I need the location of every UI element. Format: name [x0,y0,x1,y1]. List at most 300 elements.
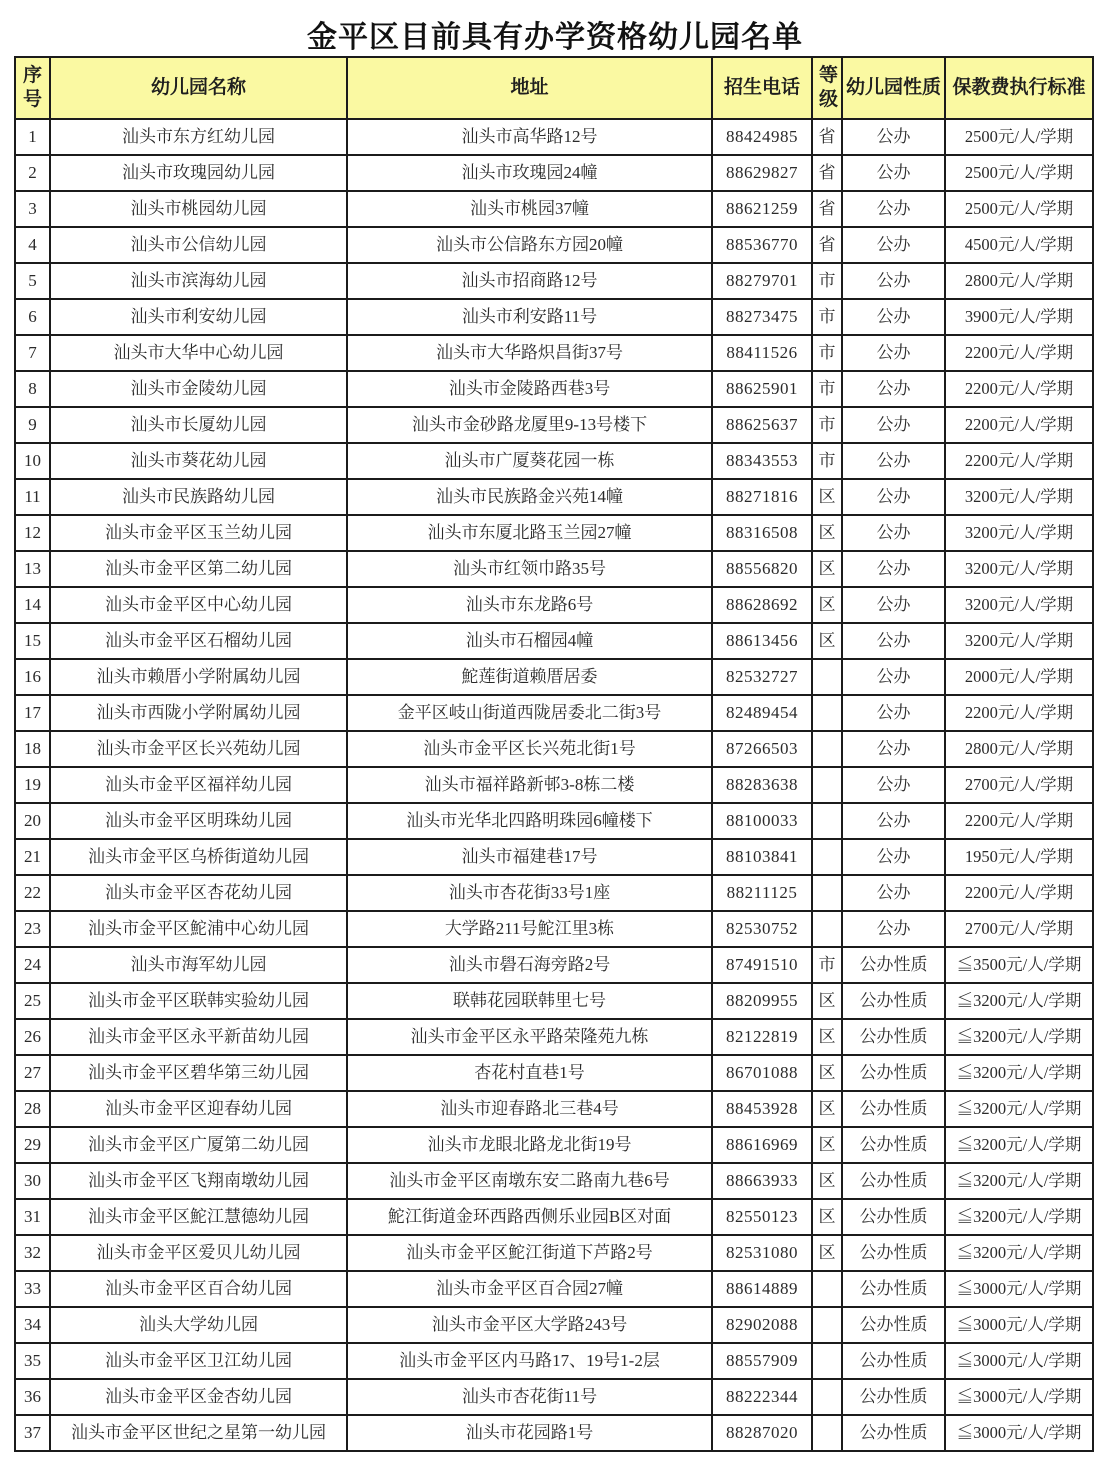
address-cell: 鮀莲街道赖厝居委 [347,659,712,695]
kindergarten-name-cell: 汕头市金平区碧华第三幼儿园 [50,1055,347,1091]
table-row [15,335,1093,371]
fee-standard-cell: ≦3000元/人/学期 [945,1415,1093,1451]
kindergarten-name-cell: 汕头市赖厝小学附属幼儿园 [50,659,347,695]
fee-standard-cell: ≦3000元/人/学期 [945,1307,1093,1343]
nature-cell: 公办性质 [842,983,945,1019]
kindergarten-name-cell: 汕头市公信幼儿园 [50,227,347,263]
kindergarten-name-cell: 汕头市金平区乌桥街道幼儿园 [50,839,347,875]
kindergarten-name-cell: 汕头市金平区第二幼儿园 [50,551,347,587]
phone-cell: 88411526 [712,335,812,371]
fee-standard-cell: ≦3500元/人/学期 [945,947,1093,983]
phone-cell: 88343553 [712,443,812,479]
nature-cell: 公办 [842,623,945,659]
nature-cell: 公办性质 [842,1343,945,1379]
address-cell: 金平区岐山街道西陇居委北二街3号 [347,695,712,731]
grade-cell [812,1415,842,1451]
grade-cell [812,1379,842,1415]
phone-cell: 88625901 [712,371,812,407]
nature-cell: 公办 [842,299,945,335]
table-row [15,371,1093,407]
phone-cell: 88613456 [712,623,812,659]
fee-standard-cell: 3200元/人/学期 [945,623,1093,659]
row-number-cell: 11 [15,479,50,515]
phone-cell: 88316508 [712,515,812,551]
col-header-nature: 幼儿园性质 [842,57,945,119]
table-row [15,1091,1093,1127]
grade-cell [812,803,842,839]
fee-standard-cell: 2800元/人/学期 [945,731,1093,767]
table-row [15,119,1093,155]
row-number-cell: 7 [15,335,50,371]
phone-cell: 88616969 [712,1127,812,1163]
nature-cell: 公办 [842,767,945,803]
address-cell: 汕头市大华路炽昌街37号 [347,335,712,371]
fee-standard-cell: 2800元/人/学期 [945,263,1093,299]
phone-cell: 88536770 [712,227,812,263]
nature-cell: 公办性质 [842,1199,945,1235]
nature-cell: 公办 [842,839,945,875]
address-cell: 汕头市金平区内马路17、19号1-2层 [347,1343,712,1379]
phone-cell: 88629827 [712,155,812,191]
phone-cell: 82122819 [712,1019,812,1055]
kindergarten-name-cell: 汕头市大华中心幼儿园 [50,335,347,371]
grade-cell [812,767,842,803]
grade-cell [812,731,842,767]
grade-cell: 区 [812,551,842,587]
grade-cell: 区 [812,1199,842,1235]
phone-cell: 87266503 [712,731,812,767]
fee-standard-cell: ≦3200元/人/学期 [945,1091,1093,1127]
kindergarten-name-cell: 汕头市金平区明珠幼儿园 [50,803,347,839]
address-cell: 汕头市红领巾路35号 [347,551,712,587]
grade-cell: 区 [812,1055,842,1091]
grade-cell: 市 [812,299,842,335]
fee-standard-cell: 3200元/人/学期 [945,479,1093,515]
table-row [15,803,1093,839]
row-number-cell: 35 [15,1343,50,1379]
grade-cell [812,911,842,947]
address-cell: 汕头市金平区百合园27幢 [347,1271,712,1307]
col-header-phone: 招生电话 [712,57,812,119]
phone-cell: 88222344 [712,1379,812,1415]
kindergarten-name-cell: 汕头市金平区迎春幼儿园 [50,1091,347,1127]
col-header-fee: 保教费执行标准 [945,57,1093,119]
nature-cell: 公办 [842,263,945,299]
fee-standard-cell: ≦3200元/人/学期 [945,1127,1093,1163]
kindergarten-name-cell: 汕头市滨海幼儿园 [50,263,347,299]
phone-cell: 82489454 [712,695,812,731]
table-row [15,1163,1093,1199]
phone-cell: 82531080 [712,1235,812,1271]
kindergarten-name-cell: 汕头市金平区广厦第二幼儿园 [50,1127,347,1163]
nature-cell: 公办 [842,911,945,947]
grade-cell: 省 [812,191,842,227]
phone-cell: 88424985 [712,119,812,155]
address-cell: 汕头市礐石海旁路2号 [347,947,712,983]
grade-cell: 省 [812,155,842,191]
row-number-cell: 21 [15,839,50,875]
phone-cell: 88211125 [712,875,812,911]
fee-standard-cell: 2200元/人/学期 [945,371,1093,407]
table-row [15,839,1093,875]
address-cell: 汕头市金平区鮀江街道下芦路2号 [347,1235,712,1271]
address-cell: 汕头市龙眼北路龙北街19号 [347,1127,712,1163]
row-number-cell: 4 [15,227,50,263]
fee-standard-cell: 2500元/人/学期 [945,191,1093,227]
phone-cell: 88621259 [712,191,812,227]
fee-standard-cell: 2700元/人/学期 [945,911,1093,947]
fee-standard-cell: 3900元/人/学期 [945,299,1093,335]
address-cell: 汕头市杏花街33号1座 [347,875,712,911]
nature-cell: 公办 [842,551,945,587]
address-cell: 汕头市金平区永平路荣隆苑九栋 [347,1019,712,1055]
row-number-cell: 36 [15,1379,50,1415]
fee-standard-cell: 2200元/人/学期 [945,875,1093,911]
address-cell: 汕头市花园路1号 [347,1415,712,1451]
table-row [15,443,1093,479]
fee-standard-cell: 3200元/人/学期 [945,515,1093,551]
fee-standard-cell: ≦3200元/人/学期 [945,1199,1093,1235]
phone-cell: 88283638 [712,767,812,803]
kindergarten-name-cell: 汕头市金平区鮀浦中心幼儿园 [50,911,347,947]
grade-cell [812,1307,842,1343]
grade-cell: 区 [812,479,842,515]
row-number-cell: 2 [15,155,50,191]
kindergarten-name-cell: 汕头市金陵幼儿园 [50,371,347,407]
phone-cell: 82532727 [712,659,812,695]
nature-cell: 公办 [842,515,945,551]
grade-cell: 区 [812,1235,842,1271]
kindergarten-name-cell: 汕头市金平区鮀江慧德幼儿园 [50,1199,347,1235]
fee-standard-cell: 4500元/人/学期 [945,227,1093,263]
kindergarten-name-cell: 汕头市利安幼儿园 [50,299,347,335]
row-number-cell: 20 [15,803,50,839]
nature-cell: 公办性质 [842,1019,945,1055]
fee-standard-cell: 2200元/人/学期 [945,335,1093,371]
address-cell: 汕头市金平区南墩东安二路南九巷6号 [347,1163,712,1199]
address-cell: 汕头市金平区长兴苑北街1号 [347,731,712,767]
kindergarten-name-cell: 汕头市金平区飞翔南墩幼儿园 [50,1163,347,1199]
fee-standard-cell: ≦3000元/人/学期 [945,1379,1093,1415]
row-number-cell: 27 [15,1055,50,1091]
address-cell: 大学路211号鮀江里3栋 [347,911,712,947]
fee-standard-cell: 2000元/人/学期 [945,659,1093,695]
kindergarten-table [14,56,1094,1452]
nature-cell: 公办 [842,875,945,911]
row-number-cell: 1 [15,119,50,155]
address-cell: 汕头市石榴园4幢 [347,623,712,659]
nature-cell: 公办 [842,659,945,695]
address-cell: 汕头市金平区大学路243号 [347,1307,712,1343]
col-header-address: 地址 [347,57,712,119]
kindergarten-name-cell: 汕头市海军幼儿园 [50,947,347,983]
fee-standard-cell: 2500元/人/学期 [945,119,1093,155]
address-cell: 汕头市光华北四路明珠园6幢楼下 [347,803,712,839]
nature-cell: 公办性质 [842,1271,945,1307]
nature-cell: 公办性质 [842,1091,945,1127]
phone-cell: 88279701 [712,263,812,299]
grade-cell: 市 [812,263,842,299]
table-header [15,57,1093,119]
phone-cell: 88287020 [712,1415,812,1451]
table-row [15,299,1093,335]
phone-cell: 87491510 [712,947,812,983]
phone-cell: 88209955 [712,983,812,1019]
table-row [15,731,1093,767]
table-row [15,587,1093,623]
nature-cell: 公办 [842,407,945,443]
grade-cell: 区 [812,1091,842,1127]
nature-cell: 公办性质 [842,1415,945,1451]
grade-cell: 区 [812,1019,842,1055]
row-number-cell: 6 [15,299,50,335]
kindergarten-name-cell: 汕头市长厦幼儿园 [50,407,347,443]
fee-standard-cell: 2700元/人/学期 [945,767,1093,803]
kindergarten-name-cell: 汕头市葵花幼儿园 [50,443,347,479]
row-number-cell: 10 [15,443,50,479]
page-title: 金平区目前具有办学资格幼儿园名单 [307,21,803,54]
address-cell: 汕头市玫瑰园24幢 [347,155,712,191]
table-row [15,1019,1093,1055]
nature-cell: 公办性质 [842,1163,945,1199]
phone-cell: 88557909 [712,1343,812,1379]
grade-cell: 省 [812,119,842,155]
row-number-cell: 34 [15,1307,50,1343]
phone-cell: 88453928 [712,1091,812,1127]
table-row [15,1343,1093,1379]
phone-cell: 82530752 [712,911,812,947]
table-row [15,1379,1093,1415]
kindergarten-name-cell: 汕头市金平区中心幼儿园 [50,587,347,623]
grade-cell [812,695,842,731]
table-row [15,1055,1093,1091]
nature-cell: 公办性质 [842,1055,945,1091]
fee-standard-cell: ≦3200元/人/学期 [945,1163,1093,1199]
fee-standard-cell: ≦3200元/人/学期 [945,983,1093,1019]
grade-cell: 市 [812,371,842,407]
nature-cell: 公办 [842,731,945,767]
kindergarten-name-cell: 汕头市金平区长兴苑幼儿园 [50,731,347,767]
kindergarten-name-cell: 汕头市金平区杏花幼儿园 [50,875,347,911]
table-header-row [15,57,1093,119]
row-number-cell: 30 [15,1163,50,1199]
nature-cell: 公办 [842,155,945,191]
grade-cell: 区 [812,515,842,551]
fee-standard-cell: ≦3200元/人/学期 [945,1235,1093,1271]
address-cell: 汕头市广厦葵花园一栋 [347,443,712,479]
table-row [15,875,1093,911]
address-cell: 汕头市金砂路龙厦里9-13号楼下 [347,407,712,443]
grade-cell: 市 [812,335,842,371]
row-number-cell: 9 [15,407,50,443]
address-cell: 汕头市招商路12号 [347,263,712,299]
kindergarten-name-cell: 汕头市玫瑰园幼儿园 [50,155,347,191]
row-number-cell: 25 [15,983,50,1019]
nature-cell: 公办 [842,443,945,479]
row-number-cell: 33 [15,1271,50,1307]
grade-cell: 区 [812,623,842,659]
col-header-number: 序号 [15,57,50,119]
fee-standard-cell: 1950元/人/学期 [945,839,1093,875]
row-number-cell: 29 [15,1127,50,1163]
address-cell: 汕头市东厦北路玉兰园27幢 [347,515,712,551]
address-cell: 汕头市民族路金兴苑14幢 [347,479,712,515]
kindergarten-name-cell: 汕头市金平区爱贝儿幼儿园 [50,1235,347,1271]
row-number-cell: 19 [15,767,50,803]
row-number-cell: 15 [15,623,50,659]
table-row [15,155,1093,191]
table-row [15,407,1093,443]
fee-standard-cell: ≦3000元/人/学期 [945,1271,1093,1307]
kindergarten-name-cell: 汕头市西陇小学附属幼儿园 [50,695,347,731]
nature-cell: 公办 [842,119,945,155]
kindergarten-name-cell: 汕头市金平区永平新苗幼儿园 [50,1019,347,1055]
table-row [15,227,1093,263]
fee-standard-cell: 3200元/人/学期 [945,551,1093,587]
nature-cell: 公办 [842,335,945,371]
row-number-cell: 12 [15,515,50,551]
grade-cell: 区 [812,1127,842,1163]
row-number-cell: 17 [15,695,50,731]
fee-standard-cell: 2200元/人/学期 [945,443,1093,479]
row-number-cell: 31 [15,1199,50,1235]
phone-cell: 88663933 [712,1163,812,1199]
grade-cell: 省 [812,227,842,263]
address-cell: 汕头市杏花街11号 [347,1379,712,1415]
table-row [15,767,1093,803]
nature-cell: 公办 [842,479,945,515]
fee-standard-cell: ≦3000元/人/学期 [945,1343,1093,1379]
address-cell: 汕头市公信路东方园20幢 [347,227,712,263]
address-cell: 汕头市福建巷17号 [347,839,712,875]
grade-cell: 市 [812,407,842,443]
nature-cell: 公办 [842,803,945,839]
fee-standard-cell: 3200元/人/学期 [945,587,1093,623]
table-row [15,911,1093,947]
address-cell: 联韩花园联韩里七号 [347,983,712,1019]
phone-cell: 82550123 [712,1199,812,1235]
kindergarten-name-cell: 汕头市金平区石榴幼儿园 [50,623,347,659]
nature-cell: 公办性质 [842,947,945,983]
col-header-name: 幼儿园名称 [50,57,347,119]
address-cell: 汕头市迎春路北三巷4号 [347,1091,712,1127]
phone-cell: 86701088 [712,1055,812,1091]
phone-cell: 88100033 [712,803,812,839]
kindergarten-name-cell: 汕头市民族路幼儿园 [50,479,347,515]
col-header-grade: 等级 [812,57,842,119]
table-row [15,515,1093,551]
kindergarten-name-cell: 汕头市金平区卫江幼儿园 [50,1343,347,1379]
row-number-cell: 18 [15,731,50,767]
fee-standard-cell: 2200元/人/学期 [945,695,1093,731]
address-cell: 汕头市金陵路西巷3号 [347,371,712,407]
grade-cell [812,659,842,695]
row-number-cell: 13 [15,551,50,587]
phone-cell: 88625637 [712,407,812,443]
phone-cell: 88271816 [712,479,812,515]
fee-standard-cell: ≦3200元/人/学期 [945,1055,1093,1091]
nature-cell: 公办性质 [842,1127,945,1163]
kindergarten-name-cell: 汕头大学幼儿园 [50,1307,347,1343]
kindergarten-name-cell: 汕头市桃园幼儿园 [50,191,347,227]
address-cell: 汕头市桃园37幢 [347,191,712,227]
nature-cell: 公办性质 [842,1307,945,1343]
kindergarten-name-cell: 汕头市金平区玉兰幼儿园 [50,515,347,551]
fee-standard-cell: 2200元/人/学期 [945,803,1093,839]
row-number-cell: 37 [15,1415,50,1451]
kindergarten-name-cell: 汕头市金平区福祥幼儿园 [50,767,347,803]
phone-cell: 88614889 [712,1271,812,1307]
grade-cell: 区 [812,587,842,623]
row-number-cell: 14 [15,587,50,623]
row-number-cell: 23 [15,911,50,947]
row-number-cell: 22 [15,875,50,911]
fee-standard-cell: 2500元/人/学期 [945,155,1093,191]
table-row [15,1127,1093,1163]
kindergarten-name-cell: 汕头市金平区百合幼儿园 [50,1271,347,1307]
row-number-cell: 24 [15,947,50,983]
nature-cell: 公办 [842,191,945,227]
fee-standard-cell: 2200元/人/学期 [945,407,1093,443]
address-cell: 鮀江街道金环西路西侧乐业园B区对面 [347,1199,712,1235]
grade-cell: 区 [812,1163,842,1199]
nature-cell: 公办 [842,371,945,407]
kindergarten-name-cell: 汕头市金平区金杏幼儿园 [50,1379,347,1415]
table-body [15,119,1093,1451]
nature-cell: 公办性质 [842,1235,945,1271]
row-number-cell: 28 [15,1091,50,1127]
nature-cell: 公办 [842,227,945,263]
table-row [15,1199,1093,1235]
fee-standard-cell: ≦3200元/人/学期 [945,1019,1093,1055]
grade-cell: 市 [812,947,842,983]
address-cell: 汕头市东龙路6号 [347,587,712,623]
phone-cell: 88556820 [712,551,812,587]
row-number-cell: 3 [15,191,50,227]
kindergarten-name-cell: 汕头市金平区联韩实验幼儿园 [50,983,347,1019]
table-row [15,1415,1093,1451]
table-row [15,191,1093,227]
row-number-cell: 16 [15,659,50,695]
row-number-cell: 5 [15,263,50,299]
phone-cell: 88273475 [712,299,812,335]
nature-cell: 公办 [842,587,945,623]
nature-cell: 公办性质 [842,1379,945,1415]
phone-cell: 88103841 [712,839,812,875]
table-row [15,551,1093,587]
table-row [15,1271,1093,1307]
nature-cell: 公办 [842,695,945,731]
table-row [15,479,1093,515]
table-row [15,1235,1093,1271]
row-number-cell: 8 [15,371,50,407]
grade-cell [812,839,842,875]
address-cell: 汕头市福祥路新邨3-8栋二楼 [347,767,712,803]
table-row [15,659,1093,695]
address-cell: 杏花村直巷1号 [347,1055,712,1091]
grade-cell: 市 [812,443,842,479]
address-cell: 汕头市利安路11号 [347,299,712,335]
address-cell: 汕头市高华路12号 [347,119,712,155]
kindergarten-name-cell: 汕头市金平区世纪之星第一幼儿园 [50,1415,347,1451]
phone-cell: 82902088 [712,1307,812,1343]
grade-cell: 区 [812,983,842,1019]
kindergarten-name-cell: 汕头市东方红幼儿园 [50,119,347,155]
row-number-cell: 32 [15,1235,50,1271]
grade-cell [812,1343,842,1379]
table-row [15,623,1093,659]
phone-cell: 88628692 [712,587,812,623]
